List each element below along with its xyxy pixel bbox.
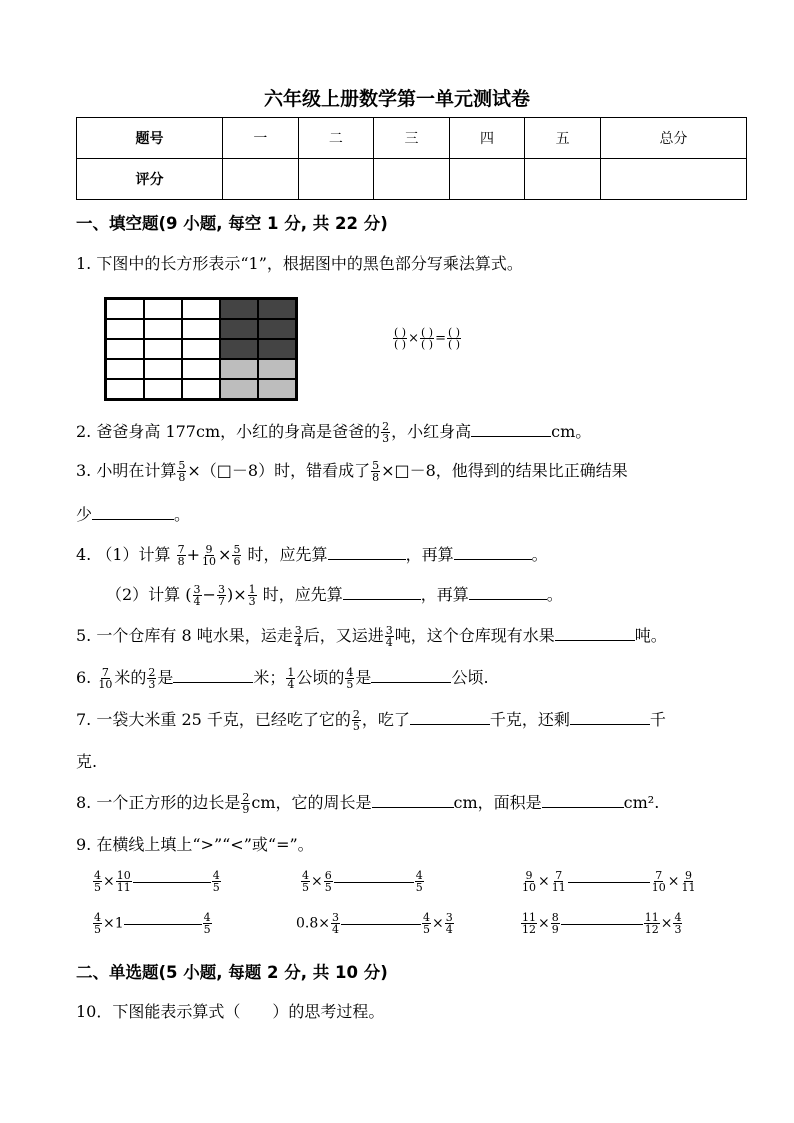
question-9-text: 9. 在横线上填上“>”“<”或“=”。 (76, 835, 314, 854)
comparison-item: $\frac{4}{5}$ × $\frac{10}{11}$ $\frac{4}{5}$ (94, 869, 220, 894)
question-4-part1: 4. （1）计算 $\frac{7}{8}$ + $\frac{9}{10}$ × $\frac{5}{6}$ 时，应先算 ，再算 。 (76, 543, 548, 568)
section-heading: 二、单选题(5 小题, 每题 2 分, 共 10 分) (76, 963, 388, 982)
rectangle-grid-figure (104, 297, 298, 401)
score-table-score-row (77, 159, 747, 200)
question-7-line2: 克. (76, 752, 98, 771)
question-8: 8. 一个正方形的边长是 $\frac{2}{9}$ cm，它的周长是 cm，面积是 cm². (76, 791, 660, 816)
score-table-cell: 评分 (77, 159, 223, 200)
answer-blank[interactable] (454, 543, 532, 560)
compare-blank[interactable] (124, 923, 202, 925)
question-7: 7. 一袋大米重 25 千克，已经吃了它的 $\frac{2}{5}$ ，吃了 千克，还剩 千 (76, 708, 666, 733)
answer-blank[interactable] (173, 666, 253, 683)
answer-blank[interactable] (542, 791, 624, 808)
question-10-text: 10．下图能表示算式（ ）的思考过程。 (76, 1002, 385, 1021)
comparison-item: $\frac{4}{5}$ × $\frac{6}{5}$ $\frac{4}{5}$ (302, 869, 423, 894)
answer-blank[interactable] (328, 543, 406, 560)
question-1-text: 1. 下图中的长方形表示“1”，根据图中的黑色部分写乘法算式。 (76, 254, 523, 273)
compare-blank[interactable] (568, 881, 650, 883)
score-input-cell[interactable] (600, 159, 746, 200)
comparison-item: $\frac{11}{12}$ × $\frac{8}{9}$ $\frac{11}{12}$ × $\frac{4}{3}$ (522, 911, 682, 936)
score-table-cell: 三 (374, 118, 450, 159)
section-heading: 一、填空题(9 小题, 每空 1 分, 共 22 分) (76, 214, 388, 233)
score-table-cell: 一 (223, 118, 299, 159)
answer-blank[interactable] (372, 791, 454, 808)
question-3: 3. 小明在计算 $\frac{5}{8}$ ×（□－8）时，错看成了 $\frac{5}{8}$ ×□－8，他得到的结果比正确结果 (76, 459, 628, 484)
compare-blank[interactable] (561, 923, 643, 925)
page-title: 六年级上册数学第一单元测试卷 (263, 88, 530, 110)
score-table-cell: 五 (525, 118, 601, 159)
score-input-cell[interactable] (449, 159, 525, 200)
score-table-cell: 题号 (77, 118, 223, 159)
compare-blank[interactable] (341, 923, 421, 925)
answer-blank[interactable] (469, 583, 547, 600)
score-input-cell[interactable] (298, 159, 374, 200)
score-table-cell: 四 (449, 118, 525, 159)
score-input-cell[interactable] (374, 159, 450, 200)
question-1-answer-template: $\frac{( )}{( )}$ × $\frac{( )}{( )}$ = $\frac{( )}{( )}$ (394, 326, 461, 351)
score-input-cell[interactable] (525, 159, 601, 200)
question-6: 6. $\frac{7}{10}$ 米的 $\frac{2}{3}$ 是 米； $\frac{1}{4}$ 公顷的 $\frac{4}{5}$ 是 公顷. (76, 666, 489, 691)
answer-blank[interactable] (555, 624, 635, 641)
answer-blank[interactable] (570, 708, 650, 725)
answer-blank[interactable] (92, 503, 174, 520)
question-5: 5. 一个仓库有 8 吨水果，运走 $\frac{3}{4}$ 后，又运进 $\frac{3}{4}$ 吨，这个仓库现有水果 吨。 (76, 624, 667, 649)
question-2: 2. 爸爸身高 177cm，小红的身高是爸爸的 $\frac{2}{3}$ ，小红身高 cm。 (76, 420, 592, 445)
answer-blank[interactable] (471, 420, 551, 437)
answer-blank[interactable] (343, 583, 421, 600)
score-table-header-row (77, 118, 747, 159)
comparison-item: 0.8× $\frac{3}{4}$ $\frac{4}{5}$ × $\frac{3}{4}$ (296, 911, 453, 936)
comparison-item: $\frac{4}{5}$ ×1 $\frac{4}{5}$ (94, 911, 211, 936)
question-4-part2: （2）计算 ( $\frac{3}{4}$ − $\frac{3}{7}$ )× $\frac{1}{3}$ 时，应先算 ，再算 。 (106, 583, 563, 608)
compare-blank[interactable] (334, 881, 414, 883)
answer-blank[interactable] (410, 708, 490, 725)
compare-blank[interactable] (133, 881, 211, 883)
question-3-line2: 少 。 (76, 505, 191, 524)
score-input-cell[interactable] (223, 159, 299, 200)
answer-blank[interactable] (371, 666, 451, 683)
score-table-cell: 二 (298, 118, 374, 159)
score-table (76, 117, 747, 200)
score-table-cell: 总分 (600, 118, 746, 159)
comparison-item: $\frac{9}{10}$ × $\frac{7}{11}$ $\frac{7}{10}$ × $\frac{9}{11}$ (522, 869, 696, 894)
